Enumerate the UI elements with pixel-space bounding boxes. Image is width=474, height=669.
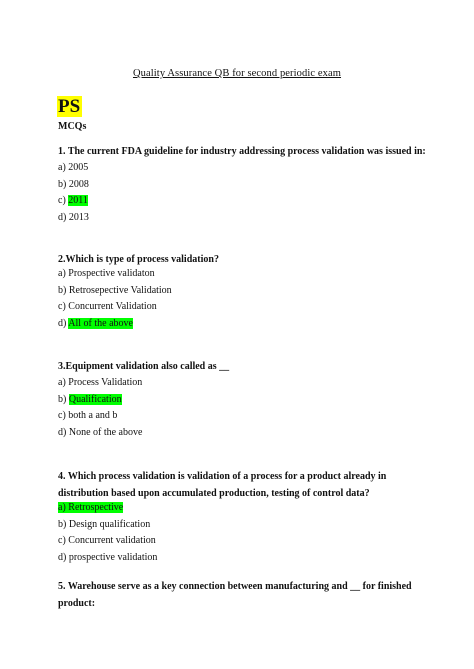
option: b) 2008 [58, 178, 89, 190]
question-2: 2.Which is type of process validation? [58, 254, 219, 265]
ps-badge: PS [58, 96, 81, 117]
option: c) 2011 [58, 195, 88, 206]
option [58, 500, 157, 517]
option: b) Design qualification [58, 518, 151, 530]
option: b) Qualification [58, 393, 122, 405]
answer-highlight: a) Retrospective [58, 502, 124, 513]
section-heading: MCQs [58, 121, 87, 132]
answer-highlight: Qualification [68, 393, 122, 405]
question-5: 5. Warehouse serve as a key connection between manufacturing and __ for finished product: [58, 581, 412, 609]
options-4 [58, 500, 157, 566]
option: d) 2013 [58, 211, 89, 223]
question-1: 1. The current FDA guideline for industry addressing process validation was issued in: [58, 146, 426, 157]
option: c) Concurrent validation [58, 535, 156, 546]
question-3: 3.Equipment validation also called as __ [58, 361, 230, 372]
answer-highlight: All of the above [68, 317, 133, 329]
option: d) prospective validation [58, 551, 158, 563]
options-2 [58, 266, 172, 332]
option: a) Process Validation [58, 377, 143, 388]
answer-highlight: 2011 [68, 195, 88, 206]
option: c) both a and b [58, 410, 118, 421]
document-title: Quality Assurance QB for second periodic exam [132, 68, 342, 79]
options-1 [58, 160, 89, 226]
option: c) Concurrent Validation [58, 301, 157, 312]
option: a) Prospective validaton [58, 268, 155, 279]
option: d) All of the above [58, 317, 133, 329]
option: d) None of the above [58, 426, 143, 438]
question-4: 4. Which process validation is validation of a process for a product already in distribution based upon accumulated production, testing of control data? [58, 471, 387, 499]
option: b) Retrosepective Validation [58, 284, 172, 296]
option: a) 2005 [58, 162, 89, 173]
options-3 [58, 375, 142, 441]
